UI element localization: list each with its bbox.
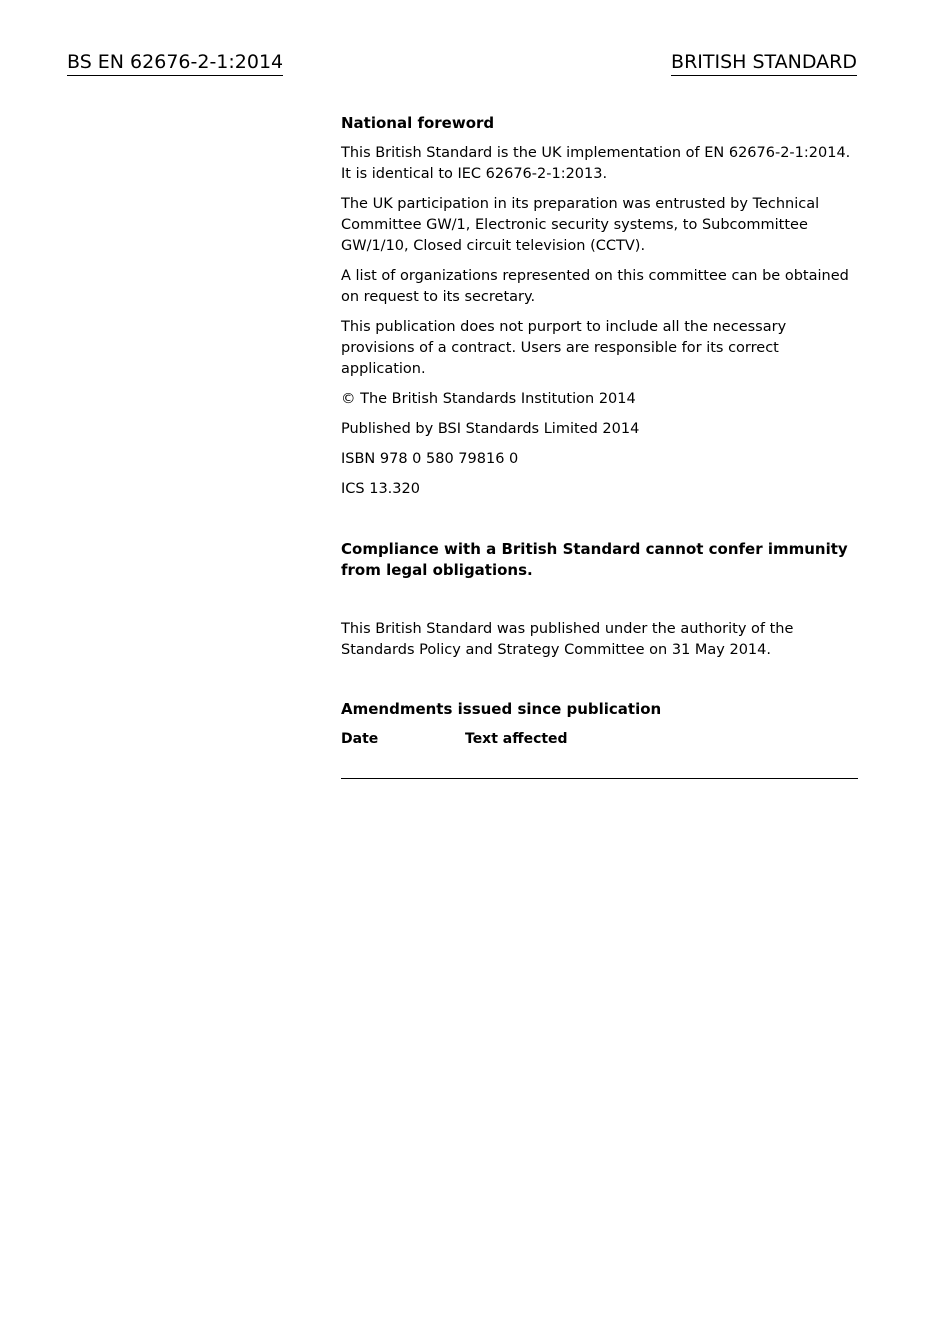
foreword-title: National foreword — [341, 114, 495, 132]
standard-type-label: BRITISH STANDARD — [671, 50, 857, 76]
amendments-title: Amendments issued since publication — [341, 700, 662, 718]
publisher-line: Published by BSI Standards Limited 2014 — [341, 421, 640, 437]
foreword-paragraph-committee: The UK participation in its preparation was entrusted by Technical Committee GW/1, Electronic security systems, to Subcommittee GW/1/10, Closed circuit television (CCTV). — [341, 196, 820, 254]
copyright-line: © The British Standards Institution 2014 — [341, 391, 636, 407]
amendments-divider — [341, 778, 858, 779]
compliance-statement: Compliance with a British Standard cannot confer immunity from legal obligations. — [341, 540, 848, 579]
amendments-col-date: Date — [341, 731, 379, 747]
national-foreword-section — [341, 113, 858, 779]
authority-statement: This British Standard was published under the authority of the Standards Policy and Strategy Committee on 31 May 2014. — [341, 621, 794, 658]
ics-line: ICS 13.320 — [341, 481, 420, 497]
foreword-paragraph-provisions: This publication does not purport to include all the necessary provisions of a contract. Users are responsible for its correct application. — [341, 319, 787, 377]
amendments-col-text: Text affected — [465, 731, 568, 747]
document-code: BS EN 62676-2-1:2014 — [67, 50, 283, 76]
isbn-line: ISBN 978 0 580 79816 0 — [341, 451, 519, 467]
amendments-table-header — [341, 729, 858, 750]
foreword-paragraph-organizations: A list of organizations represented on this committee can be obtained on request to its secretary. — [341, 268, 849, 305]
foreword-paragraph-implementation: This British Standard is the UK implementation of EN 62676-2-1:2014. It is identical to IEC 62676-2-1:2013. — [341, 145, 851, 182]
